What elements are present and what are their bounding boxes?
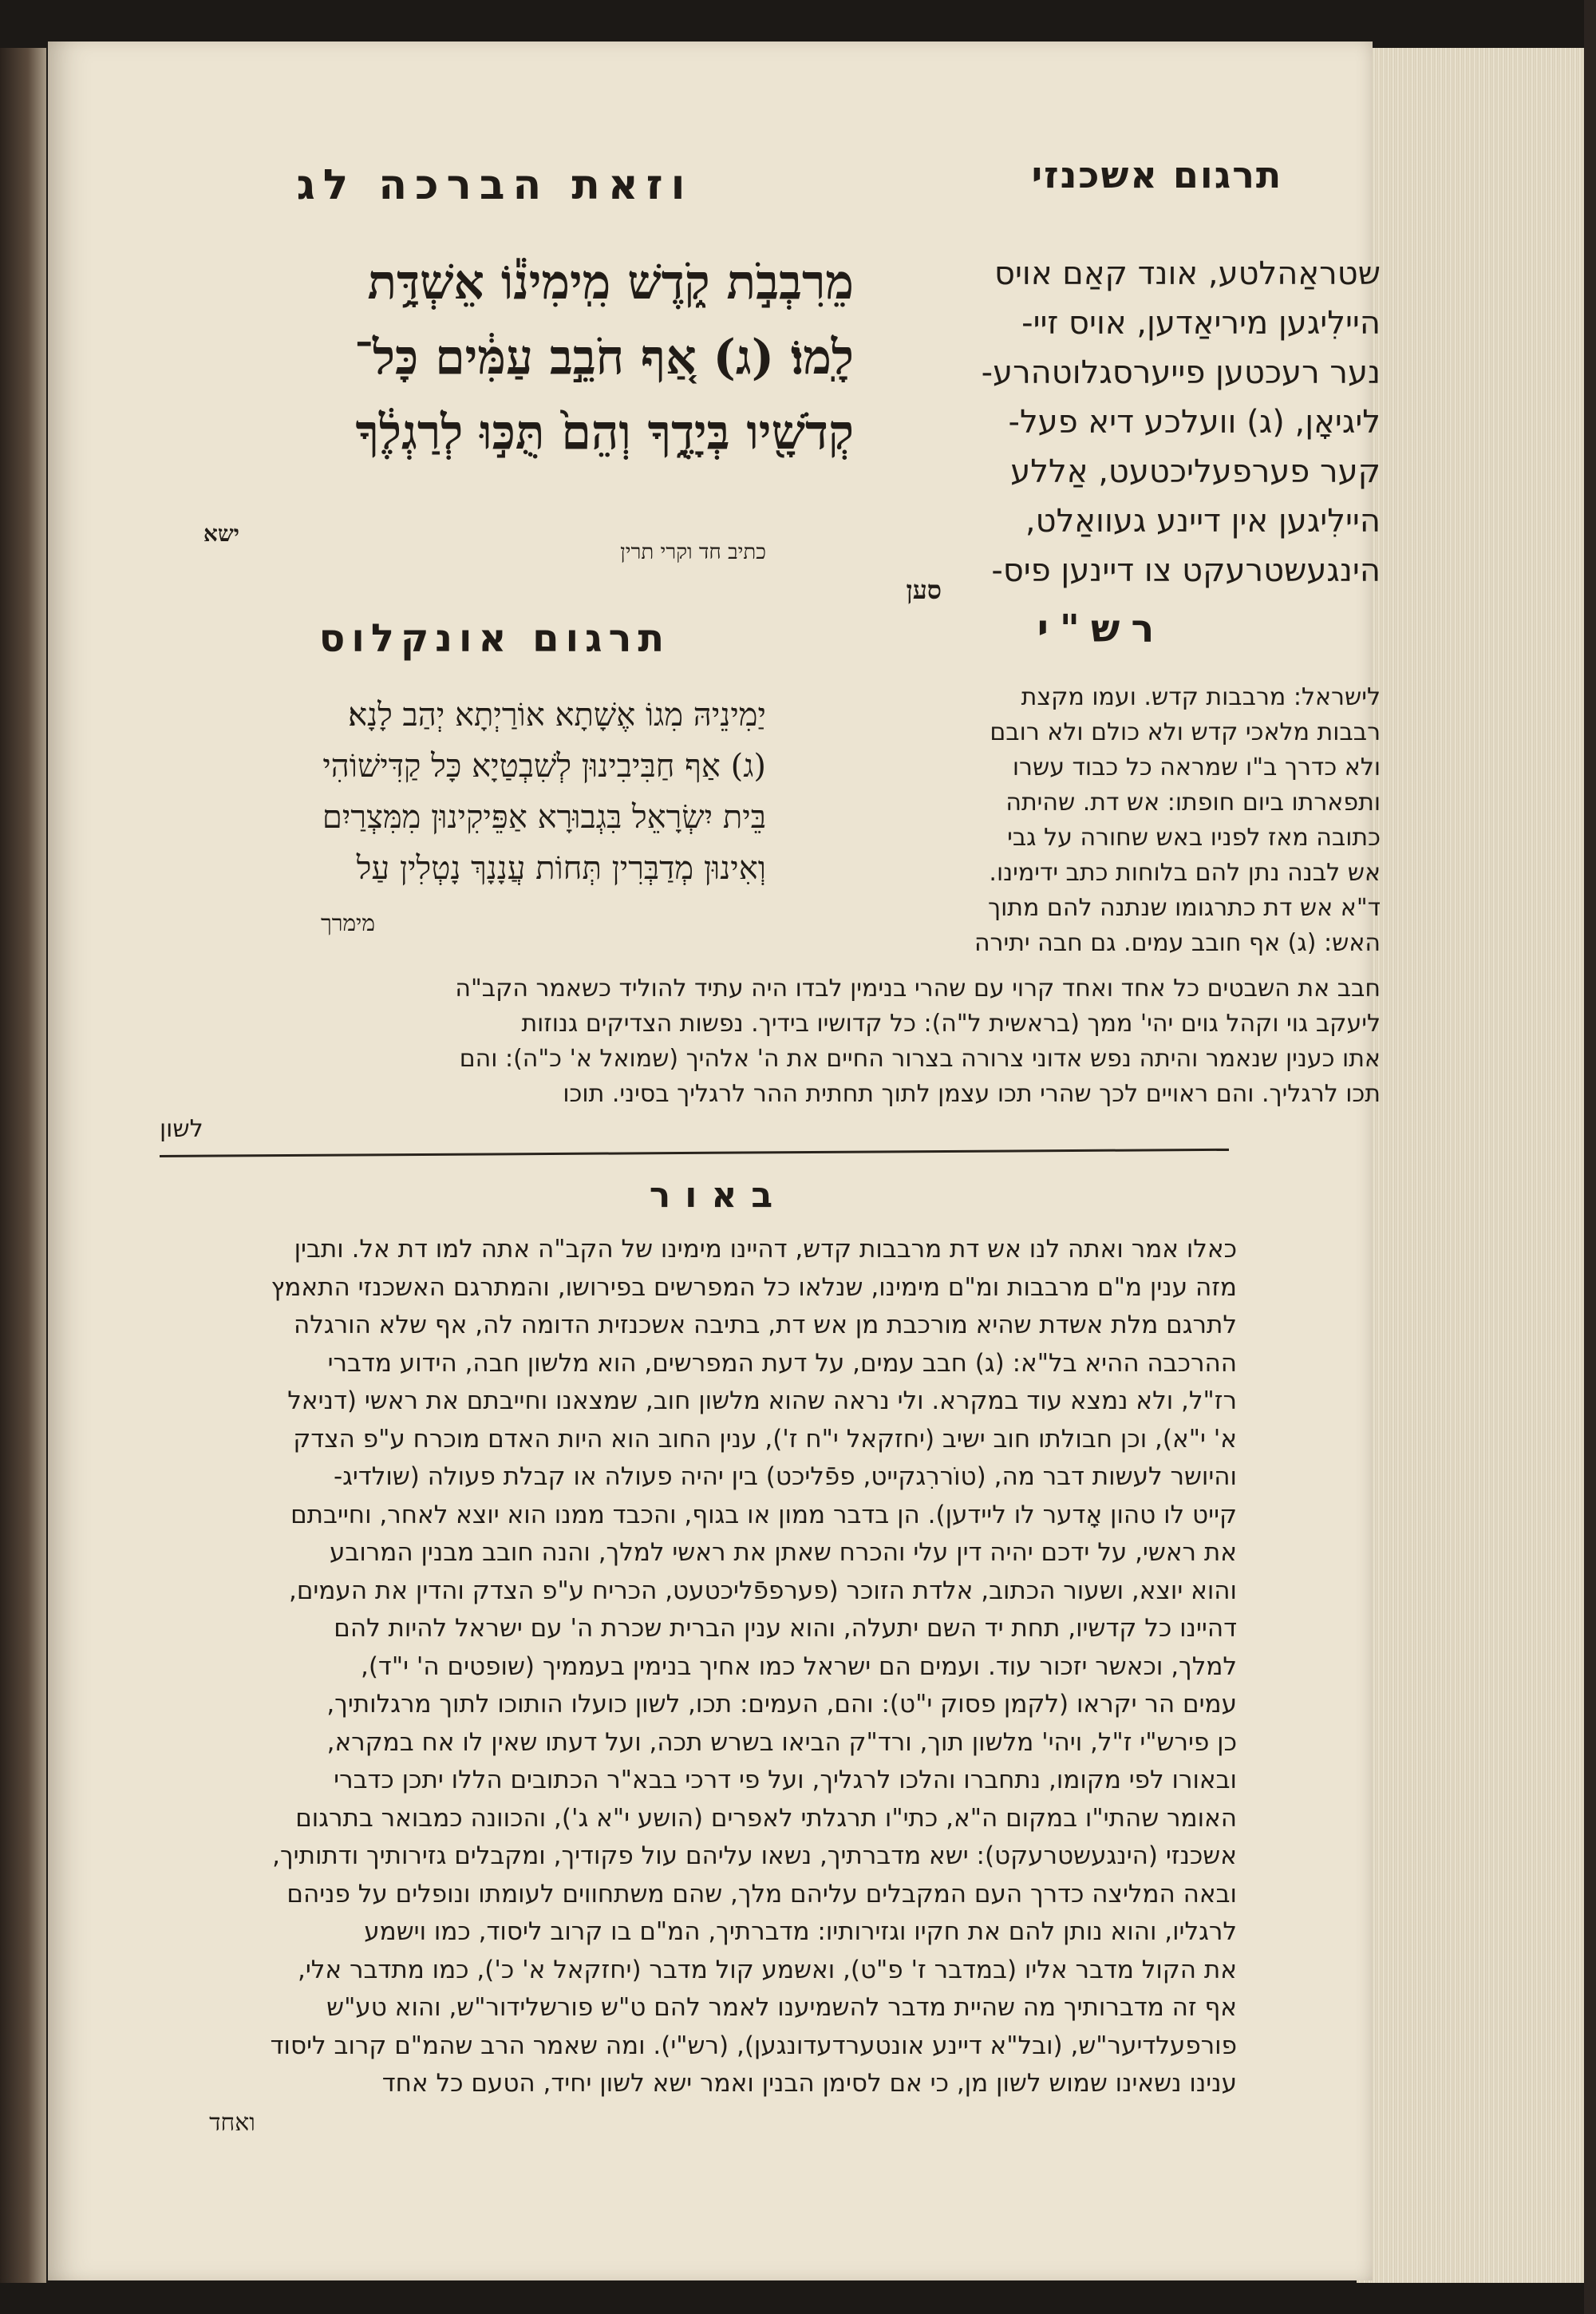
biur-heading: באור bbox=[649, 1175, 788, 1216]
translation-line: הינגעשטרעקט צו דיינען פיס- bbox=[991, 552, 1381, 589]
rashi-line: אתו כענין שנאמר והיתה נפש אדוני צרורה בצרור החיים את ה' אלהיך (שמואל א' כ"ה): והם bbox=[459, 1045, 1381, 1073]
biur-line: והיושר לעשות דבר מה, (טוֹררִגקייט, פפֿליכט) בין יהיה פעולה או קבלת פעולה (שולדיג- bbox=[333, 1462, 1237, 1491]
biur-line: מזה ענין מ"ם מרבבות ומ"ם מימינו, שנלאו כל המפרשים בפירושו, והמתרגם האשכנזי התאמץ bbox=[271, 1272, 1237, 1302]
rashi-line: ולא כדרך ב"ו שמראה כל כבוד עשרו bbox=[1012, 754, 1381, 781]
verse-block bbox=[136, 245, 854, 470]
rashi-line: תכו לרגליך. והם ראויים לכך שהרי תכו עצמן לתוך תחתית ההר לרגליך בסיני. תוכו bbox=[563, 1080, 1381, 1108]
biur-line: את ראשי, על ידכם יהיה דין עלי והכרח שאתן את ראשי למלך, והנה חובב מבנין המרובע bbox=[330, 1538, 1237, 1567]
biur-line: ענינו נשאינו שמוש לשון מן, כי אם לסימן הבנין ואמר ישא לשון יחיד, הטעם כל אחד bbox=[381, 2069, 1237, 2098]
biur-catchword: ואחד bbox=[209, 2109, 255, 2137]
biur-line: א' י"א), וכן חבולתו חוב ישיב (יחזקאל י"ח ז'), ענין החוב הוא היות האדם מוכרח ע"פ הצדק bbox=[293, 1424, 1237, 1454]
biur-line: האומר שהתי"ו במקום ה"א, כתי"ו תרגלתי לאפרים (הושע י"א ג'), והכוונה כמבואר בתרגום bbox=[295, 1803, 1237, 1833]
rashi-line: ד"א אש דת כתרגומו שנתנה להם מתוך bbox=[988, 894, 1381, 922]
translation-line: נער רעכטען פייערסגלוטהרע- bbox=[981, 354, 1381, 391]
biur-line: ההרכבה ההיא בל"א: (ג) חבב עמים, על דעת המפרשים, הוא מלשון חבה, הידוע מדברי bbox=[327, 1348, 1237, 1378]
biur-block bbox=[160, 1231, 1237, 2103]
parasha-heading: וזאת הברכה לג bbox=[296, 161, 693, 209]
verse-margin-note: ישא bbox=[203, 520, 239, 547]
rashi-line: ליעקב גוי וקהל גוים יהי' ממך (בראשית ל"ה): כל קדושיו בידיך. נפשות הצדיקים גנוזות bbox=[521, 1010, 1381, 1038]
onkelos-line: יַמִינֵיהּ מִגוֹ אֶשָׁתָא אוֹרַיְתָא יְהַב לָנָא׃ bbox=[348, 697, 766, 734]
biur-line: אשכנזי (הינגעשטרעקט): ישא מדברתיך, נשאו עליהם עול פקודיך, ומקבלים גזירותיך ודתותיך, bbox=[272, 1841, 1237, 1870]
onkelos-heading: תרגום אונקלוס bbox=[318, 616, 671, 661]
biur-line: ובאורו לפי מקומו, נתחברו והלכו לרגליך, ועל פי דרכי בבא"ר הכתובים הללו יתכן כדברי bbox=[334, 1766, 1237, 1794]
translation-line: היילִיגען אין דיינע געוואַלט, bbox=[1025, 503, 1381, 540]
page-edges bbox=[1357, 48, 1588, 2283]
biur-line: עמים הר יקראו (לקמן פסוק י"ט): והם, העמים: תכו, לשון כועלו הותוכו לתוך מרגלותיך, bbox=[326, 1690, 1237, 1719]
biur-line: רז"ל, ולא נמצא עוד במקרא. ולי נראה שהוא מלשון חוב, שמצאנו וחייבתם את ראשי (דניאל bbox=[287, 1386, 1237, 1415]
onkelos-line: בֵּית יִשְׂרָאֵל בִּגְבוּרָא אַפֵּיקִינוּן מִמִּצְרַיִם bbox=[322, 799, 766, 836]
onkelos-block bbox=[160, 690, 766, 894]
biur-line: את הקול מדבר אליו (במדבר ז' פ"ט), ואשמע קול מדבר (יחזקאל א' כ'), כמו מתדבר אלי, bbox=[298, 1955, 1237, 1984]
verse-line: קְדֹשָׁ֖יו בְּיָדֶ֑ךָ וְהֵם֙ תֻּכּ֣וּ לְרַגְלֶ֔ךָ bbox=[355, 405, 854, 461]
biur-line: לתרגם מלת אשדת שהיא מורכבת מן אש דת, בתיבה אשכנזית הדומה לה, אף שלא הורגלה bbox=[293, 1311, 1237, 1339]
biur-line: והוא יוצא, ושעור הכתוב, אלדת הזוכר (פערפפֿליכטעט, הכריח ע"פ הצדק והדין את העמים, bbox=[289, 1576, 1237, 1605]
translation-line: ליגיאָן, (ג) וועלכע דיא פעל- bbox=[1008, 404, 1381, 441]
book-spine-edge bbox=[0, 48, 46, 2283]
rashi-line: רבבות מלאכי קדש ולא כולם ולא רובם bbox=[990, 718, 1381, 746]
biur-line: פורפעלדיער"ש, (ובל"א דיינע אונטערדעדונגען), (רש"י). ומה שאמר הרב שהמ"ם קרוב ליסוד bbox=[270, 2031, 1237, 2060]
translation-heading: תרגום אשכנזי bbox=[1031, 153, 1283, 196]
rashi-catchword: לשון bbox=[160, 1115, 203, 1143]
rashi-heading: רש"י bbox=[1037, 607, 1166, 651]
rashi-line: חבב את השבטים כל אחד ואחד קרוי עם שהרי בנימין לבדו היה עתיד להוליד כשאמר הקב"ה bbox=[455, 975, 1381, 1003]
biur-line: כאלו אמר ואתה לנו אש דת מרבבות קדש, דהיינו מימינו של הקב"ה אתה למו דת אל. ותבין bbox=[294, 1235, 1237, 1264]
biur-line: קייט לו טהון אָדער לו ליידען). הן בדבר ממון או בגוף, והכבד ממנו הוא יוצא לאחר, וחייבתם bbox=[290, 1500, 1237, 1529]
rashi-line: ותפארתו ביום חופתו: אש דת. שהיתה bbox=[1005, 789, 1381, 817]
verse-line: לָֽמוֹ׃ (ג) אַ֚ף חֹבֵ֣ב עַמִּ֔ים כָּל־ bbox=[354, 330, 854, 386]
section-divider bbox=[160, 1149, 1229, 1157]
biur-line: אף זה מדברותיך מה שהיית מדבר להשמיענו לאמר להם ט"ש פורשלידור"ש, והוא טע"ש bbox=[326, 1993, 1237, 2022]
biur-line: כן פירש"י ז"ל, ויהי' מלשון תוך, ורד"ק הביאו בשרש תכה, ועל דעתו שאין לו אח במקרא, bbox=[326, 1727, 1237, 1757]
translation-line: שטראַהלטע, אונד קאַם אויס bbox=[994, 255, 1381, 292]
translation-line: היילִיגען מיריאַדען, אויס זיי- bbox=[1021, 305, 1381, 342]
biur-line: למלך, וכאשר יזכור עוד. ועמים הם ישראל כמו אחיך בנימין בעממיך (שופטים ה' י"ד), bbox=[360, 1651, 1237, 1681]
rashi-line: כתובה מאז לפניו באש שחורה על גבי bbox=[1007, 824, 1381, 852]
biur-line: ובאה המליצה כדרך העם המקבלים עליהם מלך, שהם משתחווים לעומתו ונופלים על פניהם bbox=[286, 1879, 1237, 1909]
book-page bbox=[48, 42, 1381, 2280]
biur-line: דהיינו כל קדשיו, תחת יד השם יתעלה, והוא ענין הברית שכרת ה' עם ישראל להיות להם bbox=[334, 1614, 1237, 1643]
yiddish-translation bbox=[870, 249, 1381, 595]
rashi-line: לישראל: מרבבות קדש. ועמו מקצת bbox=[1021, 683, 1381, 711]
onkelos-line: וְאִינוּן מְדַבְּרִין תְּחוֹת עֲנָנָךְ נָטְלִין עַל bbox=[356, 850, 766, 887]
rashi-line: אש לבנה נתן להם בלוחות כתב ידימינו. bbox=[989, 859, 1381, 887]
verse-line: מֵרִבְבֹ֣ת קֹ֑דֶשׁ מִֽימִינ֕וֹ אֵשְׁדָּ֥ת bbox=[367, 255, 854, 311]
rashi-line: האש: (ג) אף חובב עמים. גם חבה יתירה bbox=[974, 929, 1381, 957]
rashi-side-block bbox=[782, 680, 1381, 961]
book-cover bbox=[1584, 0, 1596, 2314]
biur-line: לרגליו, והוא נותן להם את חקיו וגזירותיו: מדברתיך, המ"ם בו קרוב ליסוד, כמו וישמע bbox=[364, 1917, 1237, 1946]
translation-catchword: סען bbox=[906, 575, 942, 605]
ketiv-qere-note: כתיב חד וקרי תרין bbox=[620, 540, 766, 564]
onkelos-catchword: מימרך bbox=[320, 910, 375, 936]
onkelos-line: (ג) אַף חַבִּיבִינוּן לְשִׁבְטַיָא כָּל קַדִּישׁוֹהִי bbox=[322, 748, 766, 785]
translation-line: קער פערפעליכטעט, אַללע bbox=[1010, 453, 1381, 490]
rashi-full-block bbox=[160, 971, 1381, 1147]
